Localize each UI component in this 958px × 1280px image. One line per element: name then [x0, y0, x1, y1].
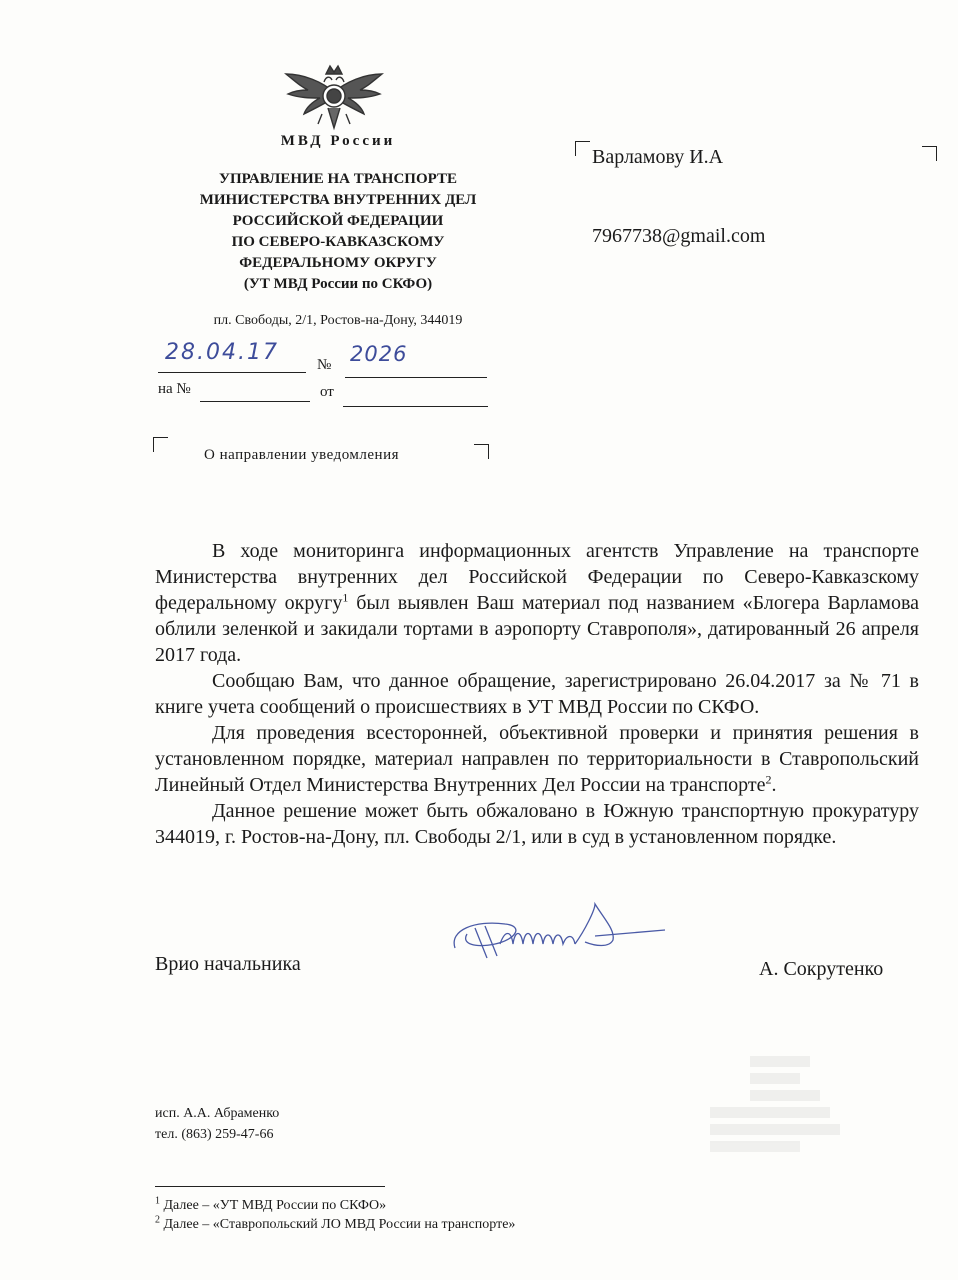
reference-label: на № — [158, 381, 191, 397]
date-underline — [158, 372, 306, 373]
paragraph: Для проведения всесторонней, объективной проверки и принятия решения в установленном порядке, материал направлен по территориальности в Ставропольский Линейный Отдел Министерства Внутренних Дел России на транспорте$^2$. — [155, 722, 919, 796]
subject-corner-right — [474, 444, 489, 459]
subject-corner-left — [153, 437, 168, 452]
recipient-corner-left — [575, 141, 590, 156]
footnote-ref: 2 — [765, 772, 772, 787]
footnote: $^2$ Далее – «Ставропольский ЛО МВД России на транспорте» — [155, 1214, 516, 1232]
paragraph: Сообщаю Вам, что данное обращение, зарегистрировано 26.04.2017 за № 71 в книге учета сообщений о происшествиях в УТ МВД России по СКФО. — [155, 670, 919, 718]
org-line: РОССИЙСКОЙ ФЕДЕРАЦИИ — [232, 213, 444, 229]
handwritten-signature-icon — [445, 900, 670, 970]
recipient-name: Варламову И.А — [592, 146, 724, 168]
letter-body — [155, 538, 919, 850]
ministry-title: МВД России — [280, 133, 396, 149]
executor-phone: тел. (863) 259-47-66 — [155, 1127, 274, 1142]
org-line: ФЕДЕРАЛЬНОМУ ОКРУГУ — [239, 255, 437, 271]
double-headed-eagle-emblem-icon — [282, 52, 386, 132]
from-label: от — [320, 384, 334, 400]
executor-block — [155, 1103, 279, 1145]
signatory-position: Врио начальника — [155, 953, 301, 975]
subject-line: О направлении уведомления — [204, 447, 400, 463]
footnote: $^1$ Далее – «УТ МВД России по СКФО» — [155, 1195, 387, 1213]
registration-number: 2026 — [350, 342, 408, 366]
from-underline — [343, 406, 488, 407]
registration-date: 28.04.17 — [165, 340, 279, 365]
recipient-email: 7967738@gmail.com — [592, 225, 766, 247]
faded-stamp-imprint — [710, 1050, 900, 1180]
paragraph: В ходе мониторинга информационных агентств Управление на транспорте Министерства внутренних дел Российской Федерации по Северо-Кавказскому федеральному округу$^1$ был выявлен Ваш материал под названием «Блогера Варламова облили зеленкой и закидали тортами в аэропорту Ставрополя», датированный 26 апреля 2017 года. — [155, 540, 919, 666]
number-label: № — [317, 357, 332, 373]
recipient-corner-right — [922, 146, 937, 161]
footnote-separator — [155, 1186, 385, 1187]
org-line: УПРАВЛЕНИЕ НА ТРАНСПОРТЕ — [219, 171, 457, 187]
org-line: (УТ МВД России по СКФО) — [243, 276, 433, 292]
footnote-ref: 1 — [342, 590, 349, 605]
footnotes — [155, 1196, 515, 1234]
reference-underline — [200, 401, 310, 402]
org-line: МИНИСТЕРСТВА ВНУТРЕННИХ ДЕЛ — [199, 192, 477, 208]
signatory-name: А. Сокрутенко — [759, 958, 884, 980]
org-line: ПО СЕВЕРО-КАВКАЗСКОМУ — [231, 234, 445, 250]
paragraph: Данное решение может быть обжаловано в Южную транспортную прокуратуру 344019, г. Ростов-на-Дону, пл. Свободы 2/1, или в суд в установленном порядке. — [155, 800, 919, 848]
org-address: пл. Свободы, 2/1, Ростов-на-Дону, 344019 — [213, 313, 463, 328]
organization-name — [150, 169, 526, 295]
executor-name: исп. А.А. Абраменко — [155, 1106, 280, 1121]
number-underline — [345, 377, 487, 378]
